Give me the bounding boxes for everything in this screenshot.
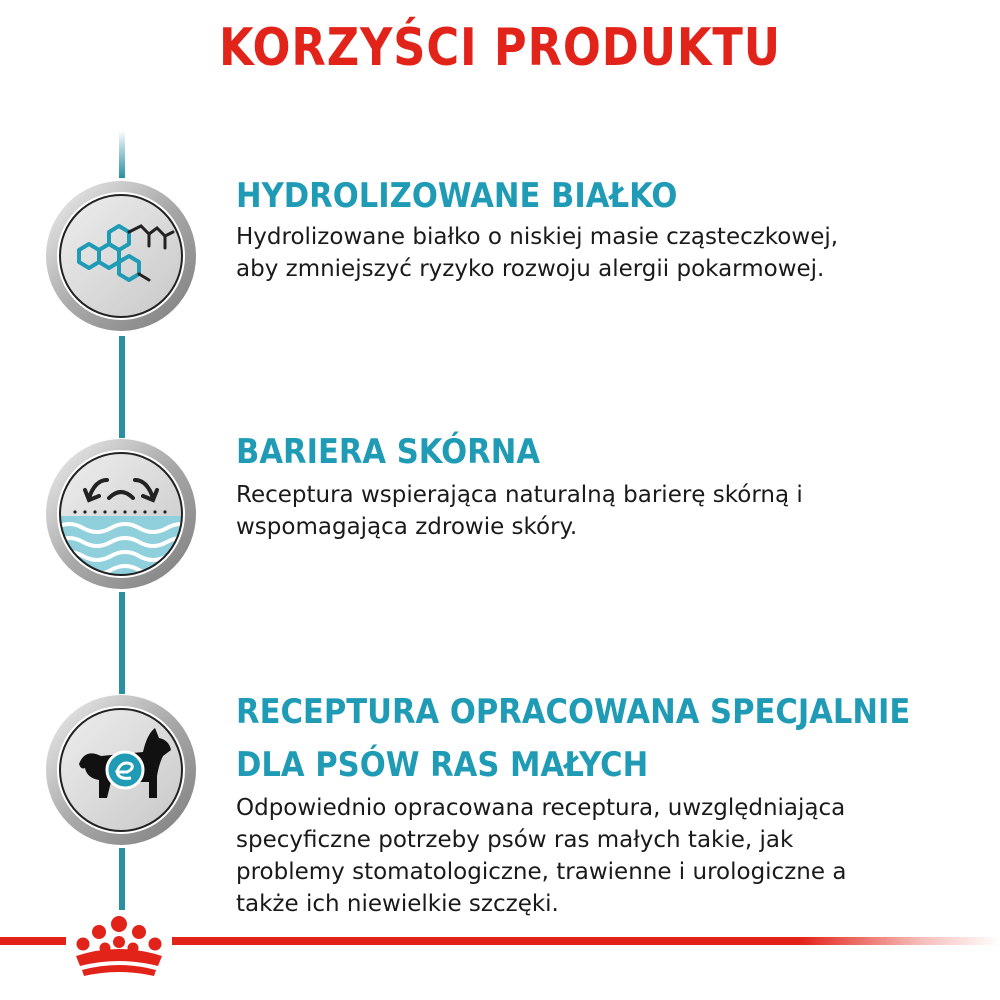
timeline-line — [119, 848, 125, 910]
text-line: aby zmniejszyć ryzyko rozwoju alergii pokarmowej. — [236, 256, 825, 282]
text-line: Hydrolizowane białko o niskiej masie cząsteczkowej, — [236, 224, 839, 250]
heading-line: DLA PSÓW RAS MAŁYCH — [236, 745, 649, 785]
benefit-heading: BARIERA SKÓRNA — [236, 432, 541, 472]
text-line: problemy stomatologiczne, trawienne i urologiczne a — [236, 859, 847, 885]
text-line: wspomagająca zdrowie skóry. — [236, 514, 578, 540]
crown-icon — [66, 912, 172, 982]
text-line: specyficzne potrzeby psów ras małych takie, jak — [236, 827, 794, 853]
benefit-description — [236, 221, 976, 285]
timeline-line — [119, 336, 125, 438]
timeline-line — [119, 592, 125, 694]
text-line: Receptura wspierająca naturalną barierę skórną i — [236, 482, 803, 508]
text-line: także ich niewielkie szczęki. — [236, 891, 559, 917]
benefit-description — [236, 792, 976, 920]
small-dog-icon — [45, 694, 197, 846]
benefit-description — [236, 479, 976, 543]
text-line: Odpowiednio opracowana receptura, uwzględniająca — [236, 795, 846, 821]
royal-canin-crown-logo — [66, 912, 172, 982]
small-dog-badge — [45, 694, 197, 846]
skin-barrier-icon — [45, 438, 197, 590]
heading-line: RECEPTURA OPRACOWANA SPECJALNIE — [236, 692, 911, 732]
molecule-badge — [45, 180, 197, 332]
benefit-heading: HYDROLIZOWANE BIAŁKO — [236, 176, 678, 216]
timeline-line — [119, 130, 125, 178]
skin-barrier-badge — [45, 438, 197, 590]
benefit-heading — [236, 686, 910, 792]
page-title: KORZYŚCI PRODUKTU — [219, 18, 781, 78]
molecule-icon — [45, 180, 197, 332]
